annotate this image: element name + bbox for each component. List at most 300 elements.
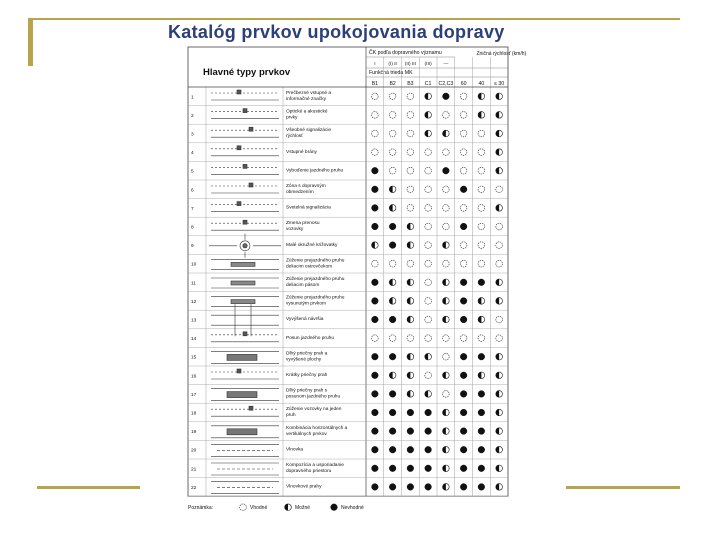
mark-possible-half [496,428,499,435]
mark-unsuitable [372,391,379,398]
row-number: 2 [191,113,194,119]
column-label: 60 [460,81,467,87]
row-name: Vyvýšená návršia [286,317,324,323]
row-name: vysunutým prvkom [286,301,326,307]
mark-unsuitable [389,316,396,323]
row-name: Prečbezné vstupné a [286,91,332,96]
row-number: 8 [191,225,194,231]
mark-possible-half [443,372,446,379]
legend-suitable: Vhodné [250,505,268,512]
mark-suitable [443,112,450,119]
mark-unsuitable [460,298,467,305]
row-number: 4 [191,151,194,157]
row-name: deliacim ostrovčekom [286,264,333,270]
row-number: 6 [191,188,194,194]
mark-possible-half [496,149,499,156]
row-illustration [211,332,279,342]
row-number: 18 [191,411,197,417]
mark-possible-half [389,186,392,193]
illustration-stroke [243,109,247,113]
row-number: 16 [191,374,197,380]
row-illustration [211,259,279,269]
mark-possible-half [407,316,410,323]
mark-possible-half [478,298,481,305]
mark-unsuitable [407,409,414,416]
mark-suitable [372,93,379,100]
catalog-table [180,45,527,515]
mark-unsuitable [407,484,414,491]
mark-suitable [425,223,432,230]
mark-suitable [407,335,414,342]
mark-suitable [460,112,467,119]
row-number: 11 [191,281,196,287]
illustration-stroke [231,262,255,266]
mark-suitable [425,335,432,342]
row-illustration [211,164,279,174]
mark-possible-half [425,353,428,360]
row-name: Malé okružné križovatky [286,242,338,248]
row-number: 1 [191,95,194,101]
row-number: 5 [191,169,194,175]
illustration-stroke [249,183,253,187]
mark-possible-half [496,93,499,100]
row-name: Vlnovkové prahy [286,484,322,490]
mark-possible-half [496,205,499,212]
decorative-vertical-bar [28,18,33,66]
mark-possible-half [478,93,481,100]
mark-possible-half [425,93,428,100]
row-number: 12 [191,299,197,305]
row-number: 7 [191,206,194,212]
mark-unsuitable [460,223,467,230]
illustration-stroke [237,90,241,94]
mark-possible-half [407,279,410,286]
mark-unsuitable [478,353,485,360]
mark-unsuitable [389,428,396,435]
row-name: Optické a akustické [286,109,328,115]
mark-suitable [389,149,396,156]
mark-unsuitable [478,409,485,416]
mark-possible-half [407,223,410,230]
mark-suitable [389,112,396,119]
mark-suitable [443,260,450,267]
row-number: 9 [191,244,194,250]
mark-suitable [478,260,485,267]
mark-suitable [372,112,379,119]
mark-possible-half [443,130,446,137]
catalog-table-drawing [180,45,527,515]
mark-possible-half [496,353,499,360]
mark-suitable [478,205,485,212]
row-number: 19 [191,430,197,436]
mark-suitable [443,205,450,212]
decorative-top-line [28,18,680,20]
row-name: obmedzením [286,190,314,195]
column-label: B1 [371,81,379,87]
slide-title: Katalóg prvkov upokojovania dopravy [168,22,505,42]
row-illustration [211,304,279,336]
mark-unsuitable [372,186,379,193]
row-number: 3 [191,132,194,138]
mark-unsuitable [460,279,467,286]
mark-unsuitable [460,465,467,472]
mark-suitable [425,316,432,323]
row-name: vyvýšené plochy [286,357,322,363]
illustration-stroke [249,406,253,410]
mark-unsuitable [460,409,467,416]
mark-suitable [407,130,414,137]
row-name: vertikálnych prvkov [286,431,327,437]
mark-unsuitable [372,316,379,323]
mark-possible-half [389,205,392,212]
legend-title: Poznámka: [188,505,214,512]
mark-unsuitable [460,484,467,491]
mark-possible-half [496,279,499,286]
row-illustration [211,297,279,307]
row-name: deliacim pásom [286,283,320,288]
table-heading: Hlavné typy prvkov [203,67,291,78]
illustration-stroke [227,354,257,360]
row-name: Kombinácia horizontálnych a [286,425,348,431]
mark-unsuitable [331,504,338,511]
mark-suitable [460,242,467,249]
mark-unsuitable [443,93,450,100]
row-number: 17 [191,392,197,398]
mark-possible-half [496,409,499,416]
mark-unsuitable [389,484,396,491]
legend-unsuitable: Nevhodné [341,505,364,512]
illustration-stroke [237,369,241,373]
row-illustration [211,220,279,230]
mark-unsuitable [389,391,396,398]
row-number: 14 [191,337,197,343]
mark-possible-half [425,112,428,119]
mark-possible-half [443,465,446,472]
mark-possible-half [285,504,288,511]
illustration-stroke [243,164,247,168]
row-name: informačné značky [286,97,326,102]
mark-possible-half [443,298,446,305]
mark-suitable [407,167,414,174]
mark-possible-half [443,484,446,491]
mark-suitable [496,316,503,323]
mark-unsuitable [460,186,467,193]
row-name: vozovky [286,227,304,233]
mark-unsuitable [443,167,450,174]
mark-suitable [460,167,467,174]
mark-suitable [425,279,432,286]
mark-suitable [407,186,414,193]
row-illustration [211,109,279,119]
ck-level: (II) III [404,62,416,67]
mark-suitable [460,335,467,342]
column-label: C1 [424,81,432,87]
mark-unsuitable [460,372,467,379]
row-number: 15 [191,355,197,361]
mark-possible-half [389,279,392,286]
mark-suitable [407,260,414,267]
mark-unsuitable [425,428,432,435]
mark-possible-half [443,446,446,453]
decorative-bottom-left-line [37,486,140,489]
mark-possible-half [389,298,392,305]
mark-suitable [425,205,432,212]
ck-level: — [443,62,449,67]
mark-unsuitable [425,465,432,472]
mark-suitable [460,93,467,100]
row-name: pruh [286,413,296,419]
mark-possible-half [443,316,446,323]
illustration-stroke [237,146,241,150]
mark-unsuitable [425,446,432,453]
row-name: Kompozícia a usporiadanie [286,463,344,468]
mark-unsuitable [478,465,485,472]
row-number: 13 [191,318,197,324]
mark-unsuitable [372,353,379,360]
row-illustration [211,278,279,288]
mark-unsuitable [389,353,396,360]
mark-possible-half [496,298,499,305]
mark-suitable [443,149,450,156]
row-illustration [211,183,279,193]
mark-suitable [478,130,485,137]
mark-unsuitable [460,391,467,398]
mark-unsuitable [372,298,379,305]
row-illustration [211,351,279,363]
decorative-bottom-right-line [566,486,680,489]
mark-unsuitable [372,223,379,230]
row-name: rýchlosť [286,134,303,140]
mark-unsuitable [372,465,379,472]
mark-suitable [496,335,503,342]
row-name: Zúženie prejazdného pruhu [286,295,345,301]
mark-suitable [389,93,396,100]
mark-suitable [372,335,379,342]
row-illustration [211,127,279,137]
mark-suitable [496,242,503,249]
row-illustration [211,482,279,494]
mark-possible-half [478,112,481,119]
mark-possible-half [443,242,446,249]
mark-unsuitable [372,372,379,379]
row-name: Posun jazdného pruhu [286,335,335,341]
row-name: Zmena prenosu [286,221,320,227]
illustration-stroke [231,300,255,304]
row-illustration [211,369,279,379]
mark-possible-half [407,391,410,398]
row-name: posunom jazdného pruhu [286,394,341,400]
mark-unsuitable [460,353,467,360]
ck-level: (III) [424,62,432,67]
row-number: 20 [191,448,197,454]
mark-suitable [460,130,467,137]
illustration-stroke [227,429,257,435]
mark-unsuitable [372,484,379,491]
mark-possible-half [496,484,499,491]
mark-suitable [407,205,414,212]
row-number: 21 [191,467,197,473]
mark-suitable [478,149,485,156]
mark-suitable [478,223,485,230]
illustration-stroke [249,127,253,131]
mark-suitable [478,186,485,193]
row-illustration [211,202,279,212]
mark-possible-half [389,372,392,379]
mark-unsuitable [389,409,396,416]
mark-suitable [425,260,432,267]
mark-possible-half [478,316,481,323]
mark-unsuitable [407,428,414,435]
mark-suitable [443,353,450,360]
ck-level: (I) II [388,62,397,67]
mark-suitable [443,186,450,193]
row-illustration [211,389,279,401]
mark-unsuitable [407,446,414,453]
column-label: B3 [407,81,414,87]
mark-possible-half [496,391,499,398]
illustration-stroke [231,281,255,285]
mark-suitable [460,149,467,156]
mark-possible-half [496,465,499,472]
mark-unsuitable [372,428,379,435]
mark-suitable [443,391,450,398]
mark-suitable [425,186,432,193]
mark-possible-half [443,409,446,416]
mark-unsuitable [478,428,485,435]
column-label: ≤ 30 [494,81,505,87]
mark-unsuitable [425,484,432,491]
mark-possible-half [407,242,410,249]
mark-possible-half [372,242,375,249]
mark-possible-half [443,428,446,435]
row-name: Krátky priečny prah [286,373,328,378]
mark-suitable [425,298,432,305]
row-name: Vlnovka [286,447,304,453]
mark-suitable [389,167,396,174]
row-name: Zúženie prejazdného pruhu [286,258,345,264]
mark-possible-half [407,353,410,360]
mark-possible-half [478,372,481,379]
mark-unsuitable [460,316,467,323]
speed-header: Zničná rýchlosť (km/h) [476,51,527,57]
mark-possible-half [425,130,428,137]
mark-suitable [425,372,432,379]
mark-unsuitable [389,242,396,249]
row-name: dopravného priestoru [286,469,332,474]
mark-unsuitable [389,465,396,472]
row-name: Zóna s dopravným [286,184,326,189]
row-name: Dlhý priečny prah a [286,351,328,357]
mark-unsuitable [460,446,467,453]
mark-suitable [372,149,379,156]
legend-possible: Možné [295,505,311,512]
mark-possible-half [407,298,410,305]
mark-suitable [460,260,467,267]
mark-suitable [478,242,485,249]
illustration-stroke [243,332,247,336]
mark-possible-half [496,446,499,453]
mark-unsuitable [478,446,485,453]
row-name: prvky [286,115,298,121]
row-name: Zúženie vozovky na jeden [286,407,342,413]
row-name: Svetelná signalizácia [286,205,331,211]
mark-unsuitable [372,409,379,416]
row-name: Všeobné signalizácie [286,128,332,134]
mark-possible-half [496,167,499,174]
mark-suitable [389,130,396,137]
row-name: Vyboďenie jazdného pruhu [286,168,344,174]
row-number: 22 [191,485,197,491]
mark-suitable [425,167,432,174]
mark-suitable [496,186,503,193]
mark-suitable [407,93,414,100]
mark-unsuitable [372,446,379,453]
row-illustration [211,463,279,475]
mark-suitable [425,149,432,156]
mark-possible-half [496,372,499,379]
row-illustration [211,444,279,456]
column-label: C2,C3 [438,81,454,87]
row-illustration [211,406,279,416]
mark-unsuitable [425,409,432,416]
row-illustration [211,146,279,156]
column-label: B2 [389,81,396,87]
mark-unsuitable [372,205,379,212]
mark-possible-half [496,130,499,137]
mark-possible-half [425,391,428,398]
illustration-stroke [227,392,257,398]
ck-header: ČK podľa dopravného významu [369,50,442,56]
mark-possible-half [496,112,499,119]
mark-suitable [372,260,379,267]
illustration-stroke [237,202,241,206]
row-illustration [211,426,279,438]
mark-suitable [478,167,485,174]
illustration-stroke [243,244,247,248]
mark-suitable [372,130,379,137]
mark-suitable [443,335,450,342]
mark-suitable [496,260,503,267]
ck-level: I [374,62,376,67]
column-label: 40 [478,81,485,87]
row-name: Zúženie prejazdného pruhu [286,277,345,282]
row-name: Vstupné brány [286,149,317,155]
mark-possible-half [407,372,410,379]
mark-suitable [240,504,247,511]
row-name: Dlhý priečny prah s [286,388,328,394]
mark-suitable [389,335,396,342]
mark-suitable [443,223,450,230]
mark-suitable [478,335,485,342]
row-illustration [211,90,279,100]
mark-suitable [407,112,414,119]
mark-unsuitable [407,465,414,472]
mark-unsuitable [478,391,485,398]
mark-suitable [389,260,396,267]
row-number: 10 [191,262,197,268]
mark-suitable [425,242,432,249]
mark-unsuitable [478,484,485,491]
illustration-stroke [243,220,247,224]
mark-unsuitable [372,279,379,286]
mark-unsuitable [389,223,396,230]
mark-possible-half [443,279,446,286]
mark-suitable [460,205,467,212]
mark-unsuitable [389,446,396,453]
mark-unsuitable [460,428,467,435]
mark-unsuitable [372,167,379,174]
mark-suitable [496,223,503,230]
